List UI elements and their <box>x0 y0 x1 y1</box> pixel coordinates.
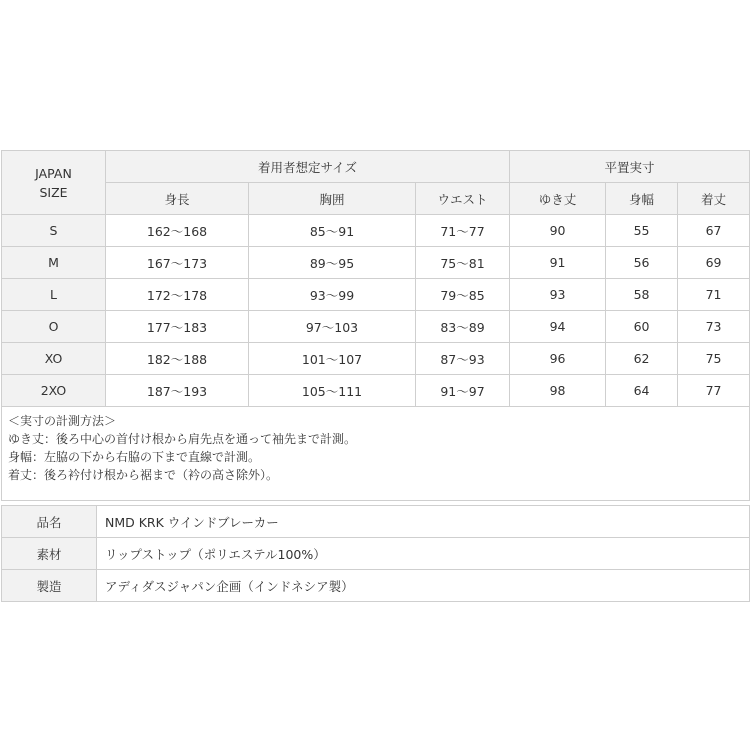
table-cell: 83〜89 <box>416 311 510 343</box>
size-label-cell: O <box>2 311 106 343</box>
size-label-cell: 2XO <box>2 375 106 407</box>
japan-size-header-cell <box>2 151 106 215</box>
notes-heading: ＜実寸の計測方法＞ <box>8 414 117 428</box>
column-header: 身幅 <box>606 183 678 215</box>
table-cell: 75〜81 <box>416 247 510 279</box>
table-cell: 58 <box>606 279 678 311</box>
table-cell: 69 <box>678 247 750 279</box>
table-cell: 71 <box>678 279 750 311</box>
japan-size-header-line2: SIZE <box>39 184 68 200</box>
measurement-notes-row <box>2 407 750 501</box>
spec-value: リップストップ（ポリエステル100%） <box>97 538 750 570</box>
table-cell: 91〜97 <box>416 375 510 407</box>
size-chart-table <box>1 150 750 501</box>
size-label-cell: M <box>2 247 106 279</box>
table-cell: 97〜103 <box>249 311 416 343</box>
table-cell: 67 <box>678 215 750 247</box>
table-cell: 187〜193 <box>106 375 249 407</box>
table-cell: 167〜173 <box>106 247 249 279</box>
table-row <box>2 247 750 279</box>
body-size-group-header: 着用者想定サイズ <box>106 151 510 183</box>
spec-value: アディダスジャパン企画（インドネシア製） <box>97 570 750 602</box>
spec-row-manufacture <box>2 570 750 602</box>
table-cell: 60 <box>606 311 678 343</box>
note-body-width: 身幅：左脇の下から右脇の下まで直線で計測。 <box>8 450 261 464</box>
table-row <box>2 375 750 407</box>
table-cell: 73 <box>678 311 750 343</box>
table-row <box>2 311 750 343</box>
table-cell: 75 <box>678 343 750 375</box>
spec-label: 品名 <box>2 506 97 538</box>
table-cell: 90 <box>510 215 606 247</box>
column-header: 着丈 <box>678 183 750 215</box>
table-row <box>2 343 750 375</box>
table-cell: 79〜85 <box>416 279 510 311</box>
table-row <box>2 215 750 247</box>
column-header: 身長 <box>106 183 249 215</box>
table-row <box>2 279 750 311</box>
table-cell: 94 <box>510 311 606 343</box>
size-label-cell: L <box>2 279 106 311</box>
note-sleeve-length: ゆき丈：後ろ中心の首付け根から肩先点を通って袖先まで計測。 <box>8 432 357 446</box>
size-label-cell: XO <box>2 343 106 375</box>
table-cell: 177〜183 <box>106 311 249 343</box>
table-cell: 85〜91 <box>249 215 416 247</box>
table-cell: 172〜178 <box>106 279 249 311</box>
table-cell: 71〜77 <box>416 215 510 247</box>
size-chart-subheader-row <box>2 183 750 215</box>
table-cell: 62 <box>606 343 678 375</box>
table-cell: 93〜99 <box>249 279 416 311</box>
spec-label: 製造 <box>2 570 97 602</box>
table-cell: 101〜107 <box>249 343 416 375</box>
table-cell: 55 <box>606 215 678 247</box>
spec-value: NMD KRK ウインドブレーカー <box>97 506 750 538</box>
table-cell: 105〜111 <box>249 375 416 407</box>
column-header: ゆき丈 <box>510 183 606 215</box>
table-cell: 64 <box>606 375 678 407</box>
spec-row-name <box>2 506 750 538</box>
table-cell: 77 <box>678 375 750 407</box>
spec-label: 素材 <box>2 538 97 570</box>
table-cell: 87〜93 <box>416 343 510 375</box>
table-cell: 182〜188 <box>106 343 249 375</box>
table-cell: 93 <box>510 279 606 311</box>
table-cell: 89〜95 <box>249 247 416 279</box>
table-cell: 56 <box>606 247 678 279</box>
column-header: 胸囲 <box>249 183 416 215</box>
table-cell: 96 <box>510 343 606 375</box>
table-cell: 98 <box>510 375 606 407</box>
size-chart-header-row <box>2 151 750 183</box>
product-spec-table <box>1 505 750 602</box>
measurement-notes <box>2 407 750 501</box>
table-cell: 91 <box>510 247 606 279</box>
table-cell: 162〜168 <box>106 215 249 247</box>
japan-size-header-line1: JAPAN <box>35 165 72 181</box>
size-label-cell: S <box>2 215 106 247</box>
column-header: ウエスト <box>416 183 510 215</box>
flat-measure-group-header: 平置実寸 <box>510 151 750 183</box>
spec-row-material <box>2 538 750 570</box>
note-body-length: 着丈：後ろ衿付け根から裾まで（衿の高さ除外）。 <box>8 468 279 482</box>
